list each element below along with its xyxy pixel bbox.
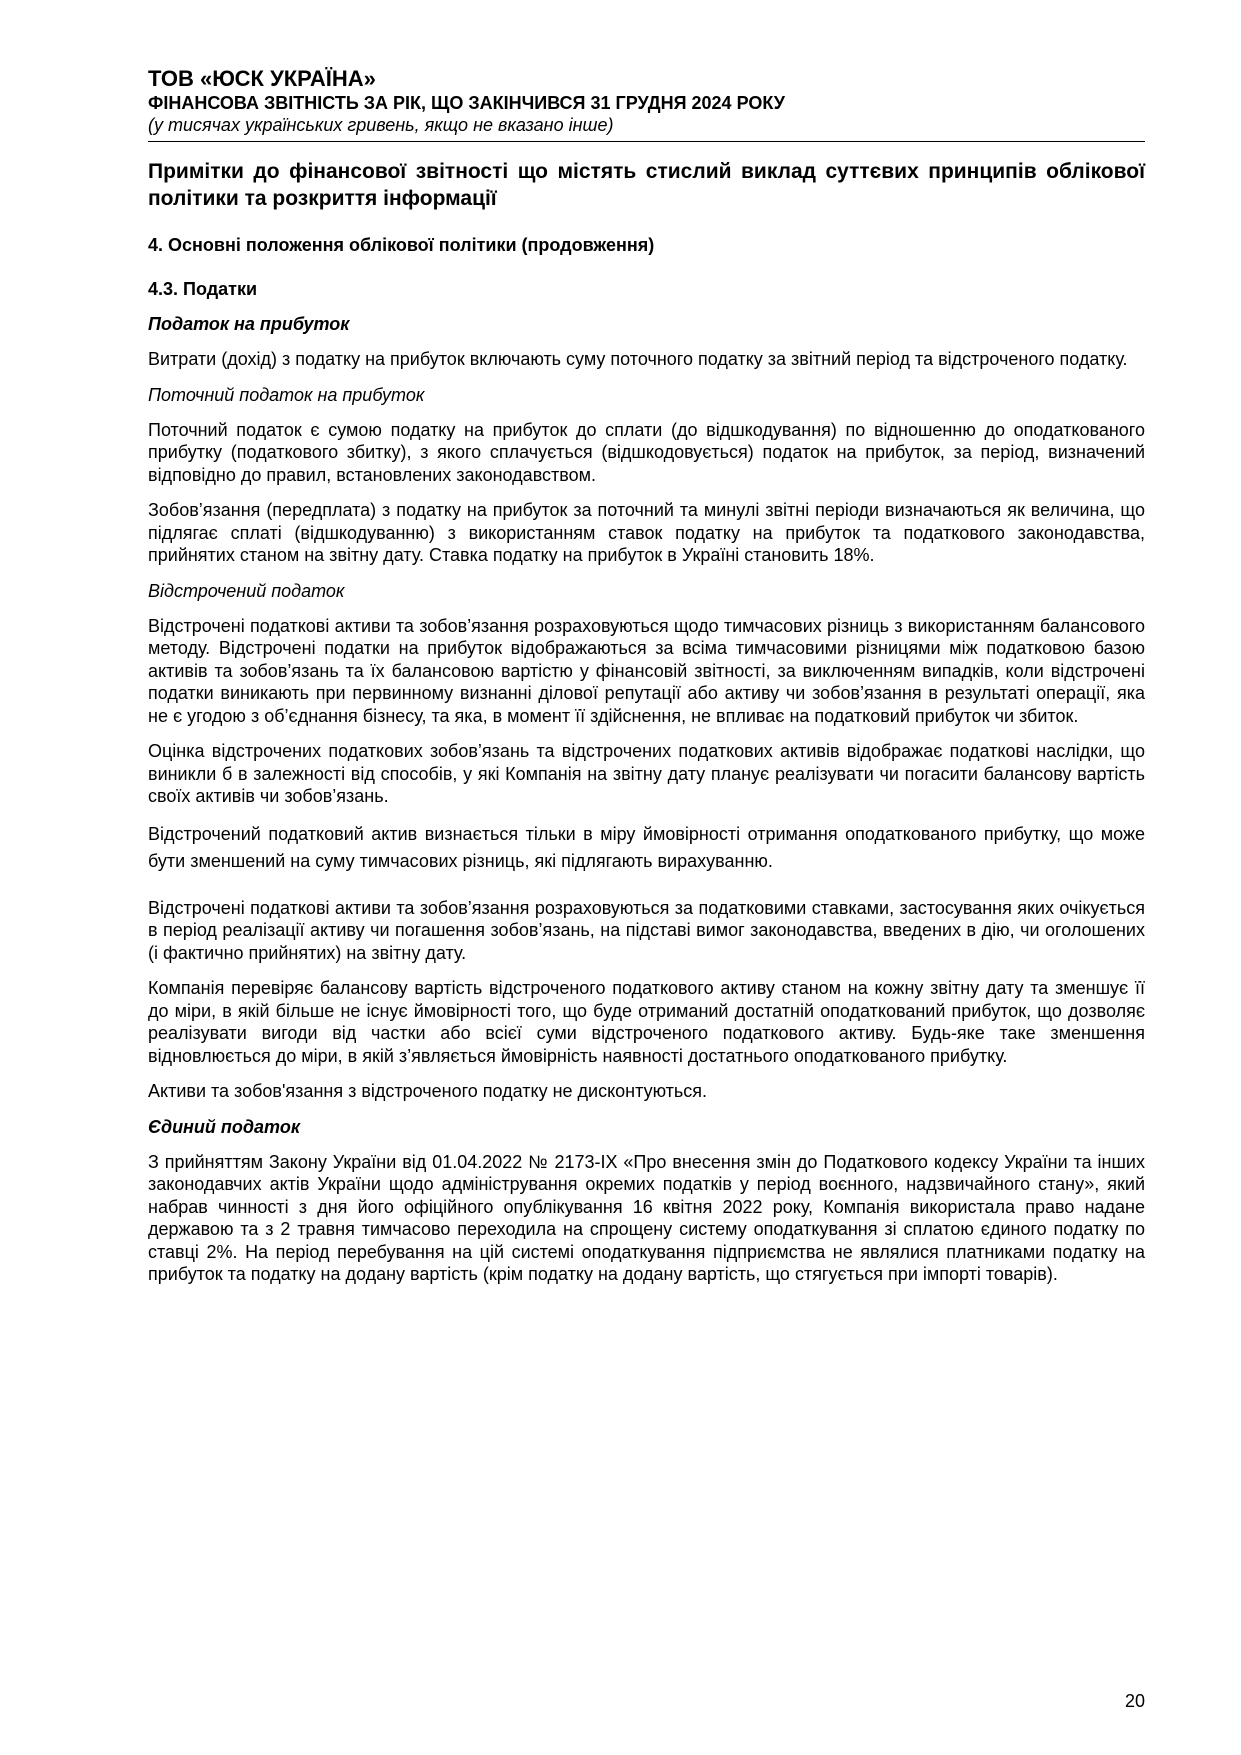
single-tax-heading: Єдиний податок bbox=[148, 1116, 300, 1137]
section-heading: 4. Основні положення облікової політики (продовження) bbox=[148, 235, 655, 255]
paragraph: Поточний податок є сумою податку на прибуток до сплати (до відшкодування) по відношенню до оподаткованого прибутку (податкового збитку), з якого сплачується (відшкодовується) податок на прибуток, за період, визначений відповідно до правил, встановлених законодавством. bbox=[148, 419, 1145, 485]
document-page bbox=[148, 60, 1145, 1286]
header-divider bbox=[148, 141, 1145, 142]
report-title: ФІНАНСОВА ЗВІТНІСТЬ ЗА РІК, ЩО ЗАКІНЧИВСЯ 31 ГРУДНЯ 2024 РОКУ bbox=[148, 93, 785, 113]
paragraph: Активи та зобов'язання з відстроченого податку не дисконтуються. bbox=[148, 1081, 708, 1101]
paragraph: Зобов’язання (передплата) з податку на прибуток за поточний та минулі звітні періоди визначаються як величина, що підлягає сплаті (відшкодуванню) з використанням ставок податку на прибуток та податкового законодавства, прийнятих станом на звітну дату. Ставка податку на прибуток в Україні становить 18%. bbox=[148, 500, 1145, 565]
paragraph: Відстрочені податкові активи та зобов’язання розраховуються щодо тимчасових різниць з використанням балансового методу. Відстрочені податки на прибуток відображаються за всіма тимчасовими різницями між податковою базою активів та зобов’язань та їх балансовою вартістю у фінансовій звітності, за виключенням випадків, коли відстрочені податки виникають при первинному визнанні ділової репутації або активу чи зобов’язання в результаті операції, яка не є угодою з об’єднання бізнесу, та яка, в момент її здійснення, не впливає на податковий прибуток чи збиток. bbox=[148, 615, 1145, 726]
paragraph: Компанія перевіряє балансову вартість відстроченого податкового активу станом на кожну звітну дату та зменшує її до міри, в якій більше не існує ймовірності того, що буде отриманий достатній оподаткований прибуток, що дозволяє реалізувати вигоди від частки або всієї суми відстроченого податкового активу. Будь-яке таке зменшення відновлюється до міри, в якій з’являється ймовірність наявності достатнього оподаткованого прибутку. bbox=[148, 978, 1145, 1066]
subsection-heading: 4.3. Податки bbox=[148, 279, 258, 299]
paragraph: Оцінка відстрочених податкових зобов’язань та відстрочених податкових активів відображає податкові наслідки, що виникли б в залежності від способів, у які Компанія на звітну дату планує реалізувати чи погасити балансову вартість своїх активів чи зобов’язань. bbox=[148, 741, 1145, 806]
deferred-tax-heading: Відстрочений податок bbox=[148, 580, 345, 601]
paragraph: Відстрочений податковий актив визнається тільки в міру ймовірності отримання оподаткованого прибутку, що може бути зменшений на суму тимчасових різниць, які підлягають вирахуванню. bbox=[148, 823, 1145, 871]
page-number: 20 bbox=[1124, 1691, 1145, 1711]
paragraph: З прийняттям Закону України від 01.04.2022 № 2173-IX «Про внесення змін до Податкового кодексу України та інших законодавчих актів України щодо адміністрування окремих податків у період воєнного, надзвичайного стану», який набрав чинності з дня його офіційного опублікування 16 квітня 2022 року, Компанія використала право надане державою та з 2 травня тимчасово переходила на спрощену систему оподаткування зі сплатою єдиного податку по ставці 2%. На період перебування на цій системі оподаткування підприємства не являлися платниками податку на прибуток та податку на додану вартість (крім податку на додану вартість, що стягується при імпорті товарів). bbox=[148, 1151, 1145, 1284]
paragraph: Відстрочені податкові активи та зобов’язання розраховуються за податковими ставками, застосування яких очікується в період реалізації активу чи погашення зобов’язань, на підставі вимог законодавства, введених в дію, чи оголошених (і фактично прийнятих) на звітну дату. bbox=[148, 897, 1145, 963]
current-tax-heading: Поточний податок на прибуток bbox=[148, 384, 425, 405]
company-name: ТОВ «ЮСК УКРАЇНА» bbox=[148, 66, 376, 91]
notes-title: Примітки до фінансової звітності що містять стислий виклад суттєвих принципів облікової політики та розкриття інформації bbox=[148, 160, 1145, 210]
paragraph: Витрати (дохід) з податку на прибуток включають суму поточного податку за звітний період та відстроченого податку. bbox=[148, 349, 1128, 369]
income-tax-heading: Податок на прибуток bbox=[148, 314, 350, 334]
report-subtitle: (у тисячах українських гривень, якщо не вказано інше) bbox=[148, 115, 614, 135]
